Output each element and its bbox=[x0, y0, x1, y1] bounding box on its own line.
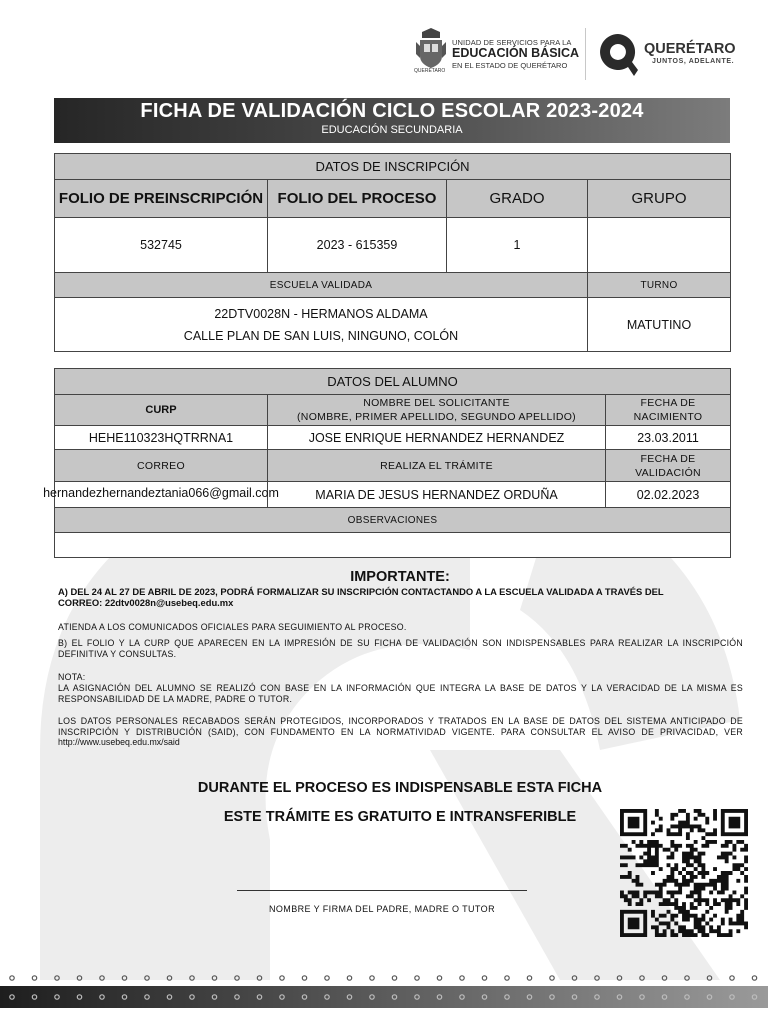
tramite-value: MARIA DE JESUS HERNANDEZ ORDUÑA bbox=[268, 482, 606, 508]
signature-label: NOMBRE Y FIRMA DEL PADRE, MADRE O TUTOR bbox=[269, 904, 495, 914]
inscripcion-section-title: DATOS DE INSCRIPCIÓN bbox=[55, 154, 731, 180]
escuela-value bbox=[55, 298, 588, 352]
alumno-table bbox=[43, 368, 731, 558]
grupo-header: GRUPO bbox=[588, 180, 731, 218]
validacion-value: 02.02.2023 bbox=[606, 482, 731, 508]
grado-header: GRADO bbox=[447, 180, 588, 218]
note-atienda: ATIENDA A LOS COMUNICADOS OFICIALES PARA SEGUIMIENTO AL PROCESO. bbox=[58, 622, 407, 632]
turno-label: TURNO bbox=[588, 273, 731, 298]
closing-line-1: DURANTE EL PROCESO ES INDISPENSABLE ESTA FICHA bbox=[197, 780, 603, 796]
nombre-label-1: NOMBRE DEL SOLICITANTE bbox=[363, 397, 510, 409]
state-name: QUERÉTARO bbox=[644, 41, 736, 57]
nombre-value: JOSE ENRIQUE HERNANDEZ HERNANDEZ bbox=[268, 426, 606, 450]
escuela-line-1: 22DTV0028N - HERMANOS ALDAMA bbox=[214, 306, 428, 321]
observaciones-value bbox=[55, 533, 731, 558]
note-b: B) EL FOLIO Y LA CURP QUE APARECEN EN LA IMPRESIÓN DE SU FICHA DE VALIDACIÓN SON INDISPENSABLES PARA REALIZAR LA INSCRIPCIÓN DEFINITIVA Y CONSULTAS. bbox=[58, 638, 743, 659]
crest-caption: QUERÉTARO bbox=[414, 68, 446, 74]
footer-bar bbox=[0, 986, 768, 1008]
closing-line-2: ESTE TRÁMITE ES GRATUITO E INTRANSFERIBLE bbox=[223, 809, 577, 825]
datos-text: LOS DATOS PERSONALES RECABADOS SERÁN PROTEGIDOS, INCORPORADOS Y TRATADOS EN LA BASE DE DATOS DEL SISTEMA ANTICIPADO DE INSCRIPCIÓN Y DISTRIBUCIÓN (SAID), CON FUNDAMENTO EN LA NORMATIVIDAD VIGENTE. PARA CONSULTAR EL AVISO DE PRIVACIDAD, VER bbox=[58, 716, 743, 737]
inscripcion-table bbox=[54, 153, 731, 352]
state-slogan: JUNTOS, ADELANTE. bbox=[652, 58, 735, 65]
header-divider bbox=[585, 28, 586, 80]
validacion-label-2: VALIDACIÓN bbox=[635, 466, 701, 479]
correo-value: hernandezhernandeztania066@gmail.com bbox=[43, 486, 279, 500]
q-logo-icon bbox=[598, 32, 638, 78]
turno-value: MATUTINO bbox=[588, 298, 731, 352]
queretaro-logo bbox=[598, 32, 748, 78]
observaciones-label: OBSERVACIONES bbox=[55, 508, 731, 533]
grupo-value bbox=[588, 218, 731, 273]
folio-proceso-value: 2023 - 615359 bbox=[268, 218, 447, 273]
title-banner bbox=[54, 98, 730, 143]
signature-line bbox=[237, 890, 527, 891]
note-datos bbox=[58, 716, 743, 748]
page-title: FICHA DE VALIDACIÓN CICLO ESCOLAR 2023-2024 bbox=[140, 100, 644, 122]
curp-label: CURP bbox=[55, 395, 268, 426]
privacy-link[interactable]: http://www.usebeq.edu.mx/said bbox=[58, 737, 180, 747]
correo-value-cell bbox=[43, 482, 279, 508]
decorative-dots-top bbox=[0, 973, 768, 983]
usebeq-line-3: EN EL ESTADO DE QUERÉTARO bbox=[452, 61, 568, 70]
nombre-label bbox=[268, 395, 606, 426]
folio-pre-value: 532745 bbox=[55, 218, 268, 273]
note-a-line-2: CORREO: 22dtv0028n@usebeq.edu.mx bbox=[58, 596, 234, 608]
validacion-label bbox=[606, 450, 731, 482]
usebeq-line-1: UNIDAD DE SERVICIOS PARA LA bbox=[452, 38, 572, 47]
curp-value: HEHE110323HQTRRNA1 bbox=[55, 426, 268, 450]
escuela-line-2: CALLE PLAN DE SAN LUIS, NINGUNO, COLÓN bbox=[183, 328, 459, 343]
tramite-label: REALIZA EL TRÁMITE bbox=[268, 450, 606, 482]
qr-code-icon bbox=[620, 809, 748, 939]
nota-label: NOTA: bbox=[58, 672, 86, 682]
nacimiento-value: 23.03.2011 bbox=[606, 426, 731, 450]
validacion-label-1: FECHA DE bbox=[640, 452, 696, 465]
importante-title: IMPORTANTE: bbox=[350, 569, 450, 585]
escuela-label: ESCUELA VALIDADA bbox=[55, 273, 588, 298]
decorative-dots-bottom bbox=[0, 992, 768, 1002]
alumno-section-title: DATOS DEL ALUMNO bbox=[55, 369, 731, 395]
note-a-line-1: A) DEL 24 AL 27 DE ABRIL DE 2023, PODRÁ FORMALIZAR SU INSCRIPCIÓN CONTACTANDO A LA ESCUELA VALIDADA A TRAVÉS DEL bbox=[58, 586, 664, 597]
nacimiento-label-2: NACIMIENTO bbox=[633, 411, 703, 423]
folio-proceso-header: FOLIO DEL PROCESO bbox=[268, 180, 447, 218]
folio-pre-header: FOLIO DE PREINSCRIPCIÓN bbox=[55, 180, 268, 218]
nombre-label-2: (NOMBRE, PRIMER APELLIDO, SEGUNDO APELLIDO) bbox=[297, 411, 576, 423]
usebeq-line-2: EDUCACIÓN BÁSICA bbox=[452, 46, 580, 60]
note-a bbox=[58, 587, 743, 608]
usebeq-logo bbox=[414, 28, 584, 80]
correo-label: CORREO bbox=[55, 450, 268, 482]
nota-text: LA ASIGNACIÓN DEL ALUMNO SE REALIZÓ CON BASE EN LA INFORMACIÓN QUE INTEGRA LA BASE DE DATOS Y LA VERACIDAD DE LA MISMA ES RESPONSABILIDAD DE LA MADRE, PADRE O TUTOR. bbox=[58, 683, 743, 704]
grado-value: 1 bbox=[447, 218, 588, 273]
page-subtitle: EDUCACIÓN SECUNDARIA bbox=[321, 124, 463, 136]
nacimiento-label bbox=[606, 395, 731, 426]
nacimiento-label-1: FECHA DE bbox=[640, 397, 696, 409]
